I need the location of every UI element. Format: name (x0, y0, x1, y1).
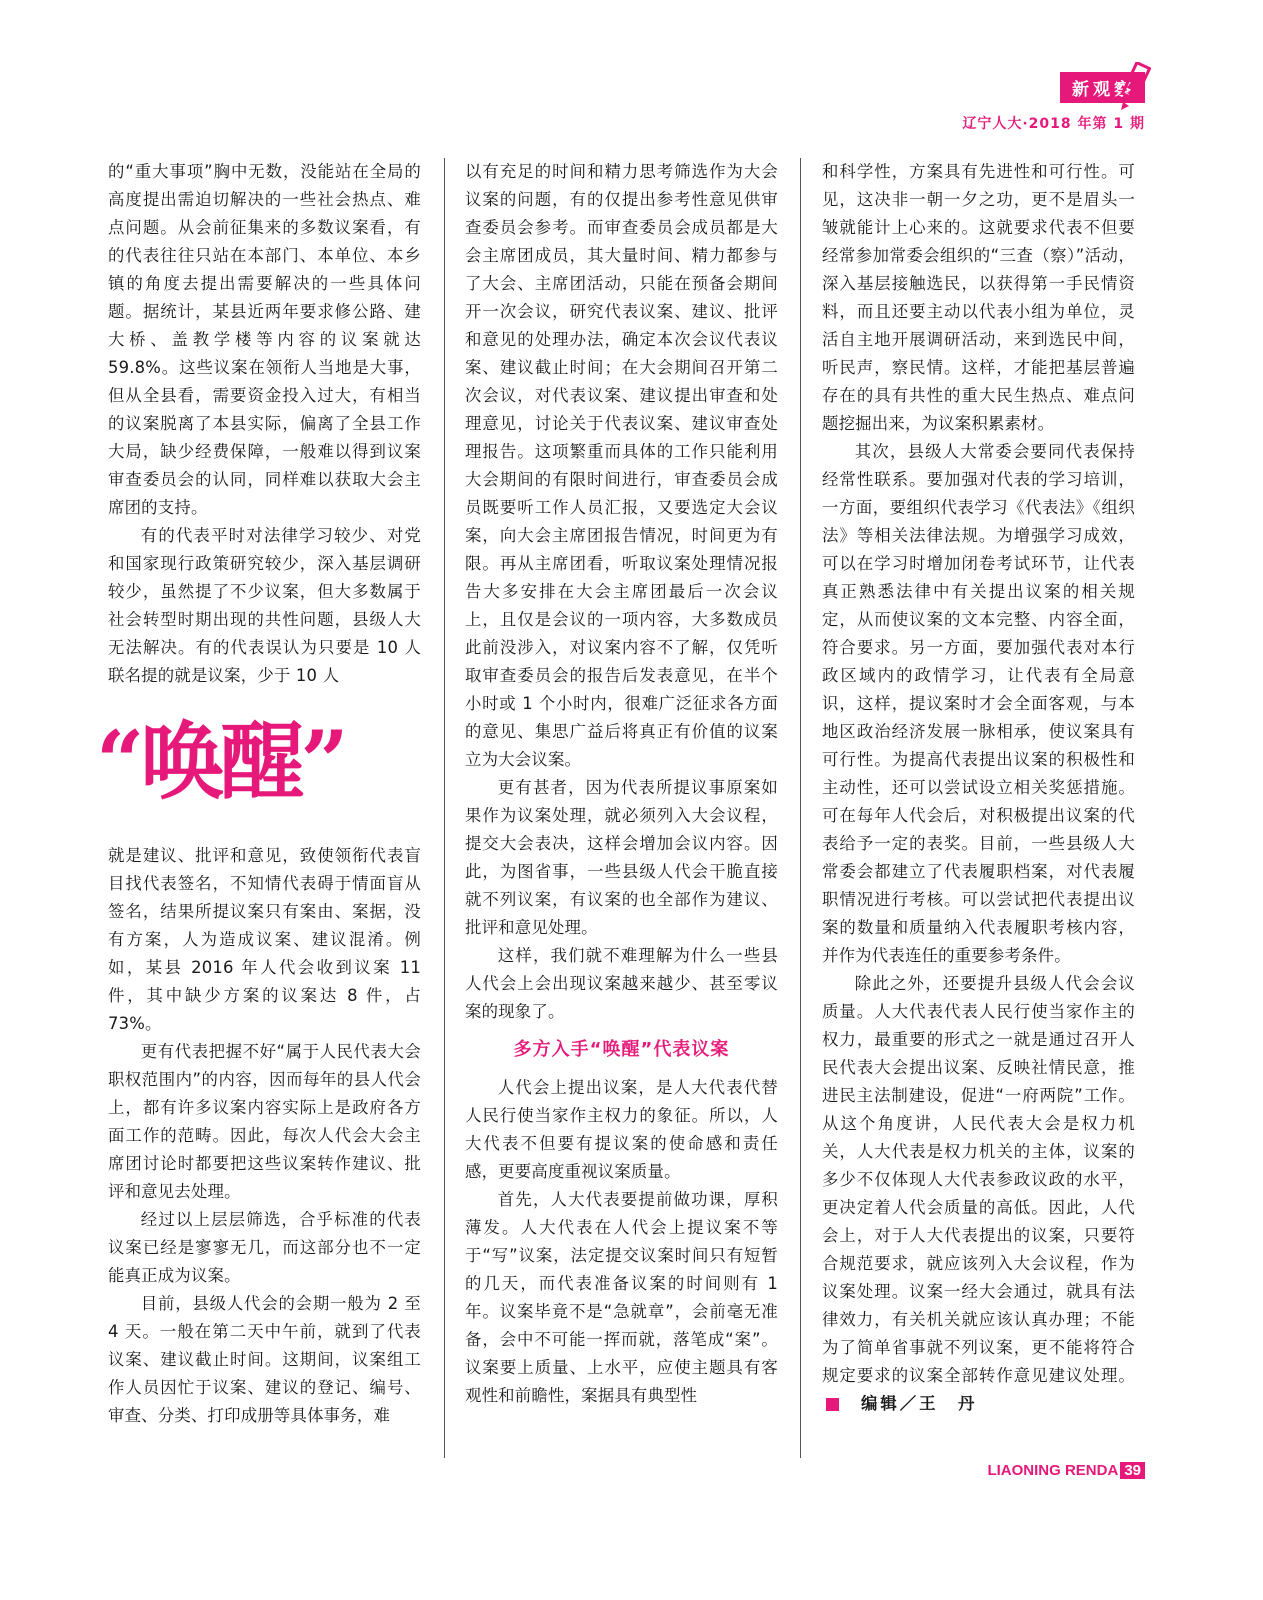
paragraph: 其次，县级人大常委会要同代表保持经常性联系。要加强对代表的学习培训，一方面，要组织代表学习《代表法》《组织法》等相关法律法规。为增强学习成效，可以在学习时增加闭卷考试环节，让代表真正熟悉法律中有关提出议案的相关规定，从而使议案的文本完整、内容全面，符合要求。另一方面，要加强代表对本行政区域内的政情学习，让代表有全局意识，这样，提议案时才会全面客观，与本地区政治经济发展一脉相承，使议案具有可行性。为提高代表提出议案的积极性和主动性，还可以尝试设立相关奖惩措施。可在每年人代会后，对积极提出议案的代表给予一定的表奖。目前，一些县级人大常委会都建立了代表履职档案，对代表履职情况进行考核。可以尝试把代表提出议案的数量和质量纳入代表履职考核内容，并作为代表连任的重要参考条件。 (822, 442, 1135, 965)
paragraph: 和科学性，方案具有先进性和可行性。可见，这决非一朝一夕之功，更不是眉头一皱就能计上心来的。这就要求代表不但要经常参加常委会组织的“三查（察）”活动，深入基层接触选民，以获得第一手民情资料，而且还要主动以代表小组为单位，灵活自主地开展调研活动，来到选民中间，听民声，察民情。这样，才能把基层普遍存在的具有共性的重大民生热点、难点问题挖掘出来，为议案积累素材。 (822, 162, 1135, 433)
paragraph: 目前，县级人代会的会期一般为 2 至 4 天。一般在第二天中午前，就到了代表议案、建议截止时间。这期间，议案组工作人员因忙于议案、建议的登记、编号、审查、分类、打印成册等具体事务，难 (108, 1294, 421, 1425)
paragraph: 更有甚者，因为代表所提议事原案如果作为议案处理，就必须列入大会议程，提交大会表决，这样会增加会议内容。因此，为图省事，一些县级人代会干脆直接就不列议案，有议案的也全部作为建议、批评和意见处理。 (465, 778, 778, 937)
paragraph: 更有代表把握不好“属于人民代表大会职权范围内”的内容，因而每年的县人代会上，都有许多议案内容实际上是政府各方面工作的范畴。因此，每次人代会大会主席团讨论时都要把这些议案转作建议、批评和意见去处理。 (108, 1042, 421, 1201)
end-mark-icon (826, 1398, 839, 1411)
pencil-icon (1117, 62, 1151, 112)
page-number: 39 (1120, 1462, 1145, 1479)
column-1 (108, 158, 421, 690)
editor-credit: 编辑／王 丹 (861, 1394, 978, 1413)
magazine-name: LIAONING RENDA (987, 1462, 1119, 1479)
paragraph: 这样，我们就不难理解为什么一些县人代会上会出现议案越来越少、甚至零议案的现象了。 (465, 946, 778, 1021)
paragraph: 有的代表平时对法律学习较少、对党和国家现行政策研究较少，深入基层调研较少，虽然提了不少议案，但大多数属于社会转型时期出现的共性问题，县级人大无法解决。有的代表误认为只要是 10 人联名提的就是议案，少于 10 人 (108, 526, 421, 685)
section-subhead: 多方入手“唤醒”代表议案 (513, 1039, 730, 1060)
paragraph: 经过以上层层筛选，合乎标准的代表议案已经是寥寥无几，而这部分也不一定能真正成为议案。 (108, 1210, 421, 1285)
paragraph: 的“重大事项”胸中无数，没能站在全局的高度提出需迫切解决的一些社会热点、难点问题。从会前征集来的多数议案看，有的代表往往只站在本部门、本单位、本乡镇的角度去提出需要解决的一些具体问题。据统计，某县近两年要求修公路、建大桥、盖教学楼等内容的议案就达 59.8%。这些议案在领衔人当地是大事，但从全县看，需要资金投入过大，有相当的议案脱离了本县实际，偏离了全县工作大局，缺少经费保障，一般难以得到议案审查委员会的认同，同样难以获取大会主席团的支持。 (108, 162, 421, 517)
paragraph (822, 970, 1135, 1418)
pull-quote: “唤醒” (96, 712, 345, 811)
paragraph: 首先，人大代表要提前做功课，厚积薄发。人大代表在人代会上提议案不等于“写”议案，法定提交议案时间只有短暂的几天，而代表准备议案的时间则有 1 年。议案毕竟不是“急就章”，会前毫无准备，会中不可能一挥而就，落笔成“案”。议案要上质量、上水平，应使主题具有客观性和前瞻性，案据具有典型性 (465, 1190, 778, 1405)
column-divider (444, 158, 445, 1458)
issue-label: 辽宁人大·2018 年第 1 期 (962, 116, 1145, 132)
page-footer (987, 1462, 1145, 1479)
column-1-continued (108, 842, 421, 1430)
paragraph-text: 除此之外，还要提升县级人代会会议质量。人大代表代表人民行使当家作主的权力，最重要的形式之一就是通过召开人民代表大会提出议案、反映社情民意，推进民主法制建设，促进“一府两院”工作。从这个角度讲，人民代表大会是权力机关，人大代表是权力机关的主体，议案的多少不仅体现人大代表参政议政的水平，更决定着人代会质量的高低。因此，人代会上，对于人大代表提出的议案，只要符合规范要求，就应该列入大会议程，作为议案处理。议案一经大会通过，就具有法律效力，有关机关就应该认真办理；不能为了简单省事就不列议案，更不能将符合规定要求的议案全部转作意见建议处理。 (822, 974, 1135, 1385)
paragraph: 人代会上提出议案，是人大代表代替人民行使当家作主权力的象征。所以，人大代表不但要有提议案的使命感和责任感，更要高度重视议案质量。 (465, 1078, 778, 1181)
paragraph: 就是建议、批评和意见，致使领衔代表盲目找代表签名，不知情代表碍于情面盲从签名，结果所提议案只有案由、案据，没有方案，人为造成议案、建议混淆。例如，某县 2016 年人代会收到议案 11 件，其中缺少方案的议案达 8 件，占 73%。 (108, 846, 421, 1033)
column-divider (800, 158, 801, 1458)
column-3 (822, 158, 1135, 1418)
section-tag: 新观察 (1060, 72, 1145, 103)
paragraph: 以有充足的时间和精力思考筛选作为大会议案的问题，有的仅提出参考性意见供审查委员会参考。而审查委员会成员都是大会主席团成员，其大量时间、精力都参与了大会、主席团活动，只能在预备会期间开一次会议，研究代表议案、建议、批评和意见的处理办法，确定本次会议代表议案、建议截止时间；在大会期间召开第二次会议，对代表议案、建议提出审查和处理意见，讨论关于代表议案、建议审查处理报告。这项繁重而具体的工作只能利用大会期间的有限时间进行，审查委员会成员既要听工作人员汇报，又要选定大会议案，向大会主席团报告情况，时间更为有限。再从主席团看，听取议案处理情况报告大多安排在大会主席团最后一次会议上，且仅是会议的一项内容，大多数成员此前没涉入，对议案内容不了解，仅凭听取审查委员会的报告后发表意见，在半个小时或 1 个小时内，很难广泛征求各方面的意见、集思广益后将真正有价值的议案立为大会议案。 (465, 162, 778, 769)
column-2 (465, 158, 778, 1410)
